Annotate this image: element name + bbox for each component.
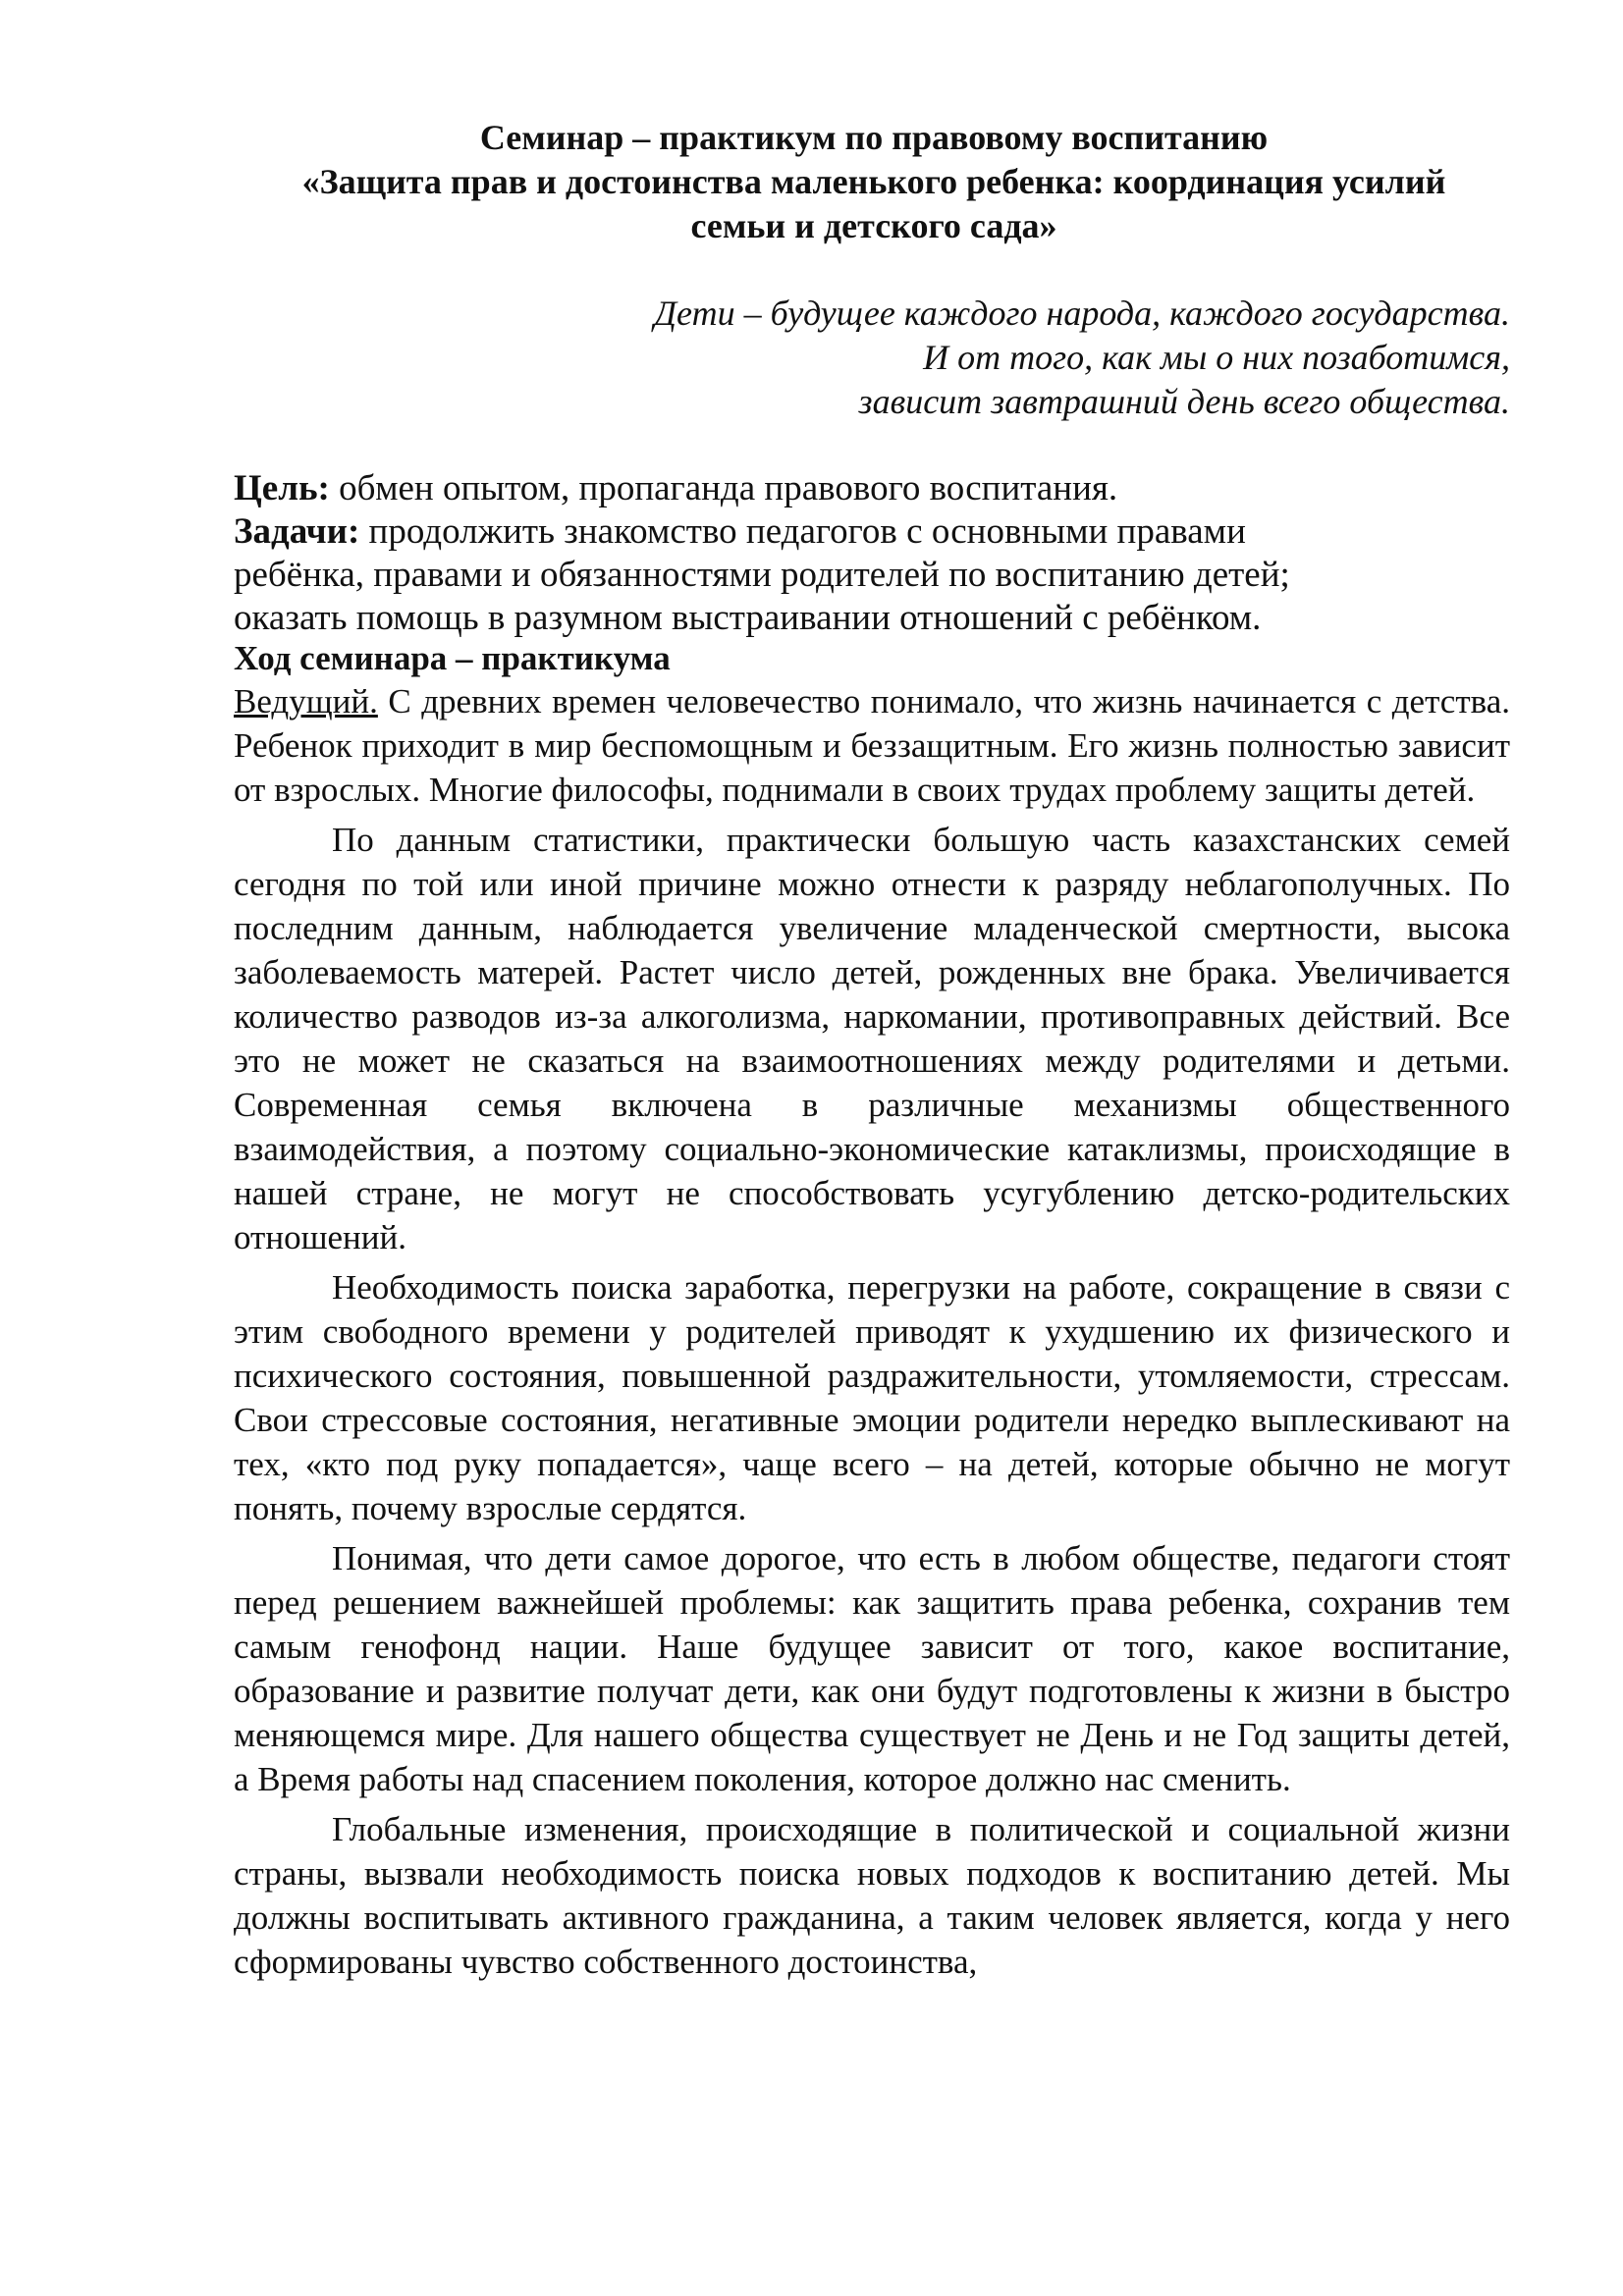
- epigraph-line-1: Дети – будущее каждого народа, каждого государства.: [654, 294, 1510, 333]
- paragraph-5: Глобальные изменения, происходящие в политической и социальной жизни страны, вызвали необходимость поиска новых подходов к воспитанию детей. Мы должны воспитывать активного гражданина, а таким человек является, когда у него сформированы чувство собственного достоинства,: [234, 1810, 1510, 1981]
- tasks-line-3: оказать помощь в разумном выстраивании отношений с ребёнком.: [234, 598, 1262, 638]
- leader-label: Ведущий.: [234, 682, 378, 721]
- main-text: [234, 638, 1510, 1984]
- epigraph: [654, 292, 1510, 424]
- goal-line: [234, 467, 1510, 510]
- tasks-label: Задачи:: [234, 511, 360, 552]
- title-line-1: Семинар – практикум по правовому воспитанию: [479, 118, 1269, 157]
- title-line-2: «Защита прав и достоинства маленького ребенка: координация усилий: [301, 162, 1446, 201]
- paragraph-3: Необходимость поиска заработка, перегрузки на работе, сокращение в связи с этим свободного времени у родителей приводят к ухудшению их физического и психического состояния, повышенной раздражительности, утомляемости, стрессам. Свои стрессовые состояния, негативные эмоции родители нередко выплескивают на тех, «кто под руку попадается», чаще всего – на детей, которые обычно не могут понять, почему взрослые сердятся.: [234, 1268, 1510, 1527]
- paragraph-1-text: С древних времен человечество понимало, что жизнь начинается с детства. Ребенок приходит в мир беспомощным и беззащитным. Его жизнь полностью зависит от взрослых. Многие философы, поднимали в своих трудах проблему защиты детей.: [234, 682, 1510, 809]
- document-title: [196, 116, 1551, 248]
- tasks-text-1: продолжить знакомство педагогов с основными правами: [359, 511, 1246, 552]
- goal-label: Цель:: [234, 468, 330, 508]
- epigraph-line-2: И от того, как мы о них позаботимся,: [923, 338, 1510, 377]
- goal-tasks-block: [234, 467, 1510, 640]
- epigraph-line-3: зависит завтрашний день всего общества.: [858, 382, 1510, 421]
- course-heading: Ход семинара – практикума: [234, 639, 671, 677]
- title-line-3: семьи и детского сада»: [690, 206, 1057, 245]
- paragraph-4: Понимая, что дети самое дорогое, что есть в любом обществе, педагоги стоят перед решением важнейшей проблемы: как защитить права ребенка, сохранив тем самым генофонд нации. Наше будущее зависит от того, какое воспитание, образование и развитие получат дети, как они будут подготовлены к жизни в быстро меняющемся мире. Для нашего общества существует не День и не Год защиты детей, а Время работы над спасением поколения, которое должно нас сменить.: [234, 1539, 1510, 1798]
- paragraph-1: [234, 679, 1510, 812]
- tasks-line-2: ребёнка, правами и обязанностями родителей по воспитанию детей;: [234, 555, 1290, 595]
- goal-text: обмен опытом, пропаганда правового воспитания.: [329, 468, 1118, 508]
- tasks-line-1: [234, 510, 1510, 554]
- paragraph-2: По данным статистики, практически большую часть казахстанских семей сегодня по той или иной причине можно отнести к разряду неблагополучных. По последним данным, наблюдается увеличение младенческой смертности, высока заболеваемость матерей. Растет число детей, рожденных вне брака. Увеличивается количество разводов из-за алкоголизма, наркомании, противоправных действий. Все это не может не сказаться на взаимоотношениях между родителями и детьми. Современная семья включена в различные механизмы общественного взаимодействия, а поэтому социально-экономические катаклизмы, происходящие в нашей стране, не могут не способствовать усугублению детско-родительских отношений.: [234, 821, 1510, 1256]
